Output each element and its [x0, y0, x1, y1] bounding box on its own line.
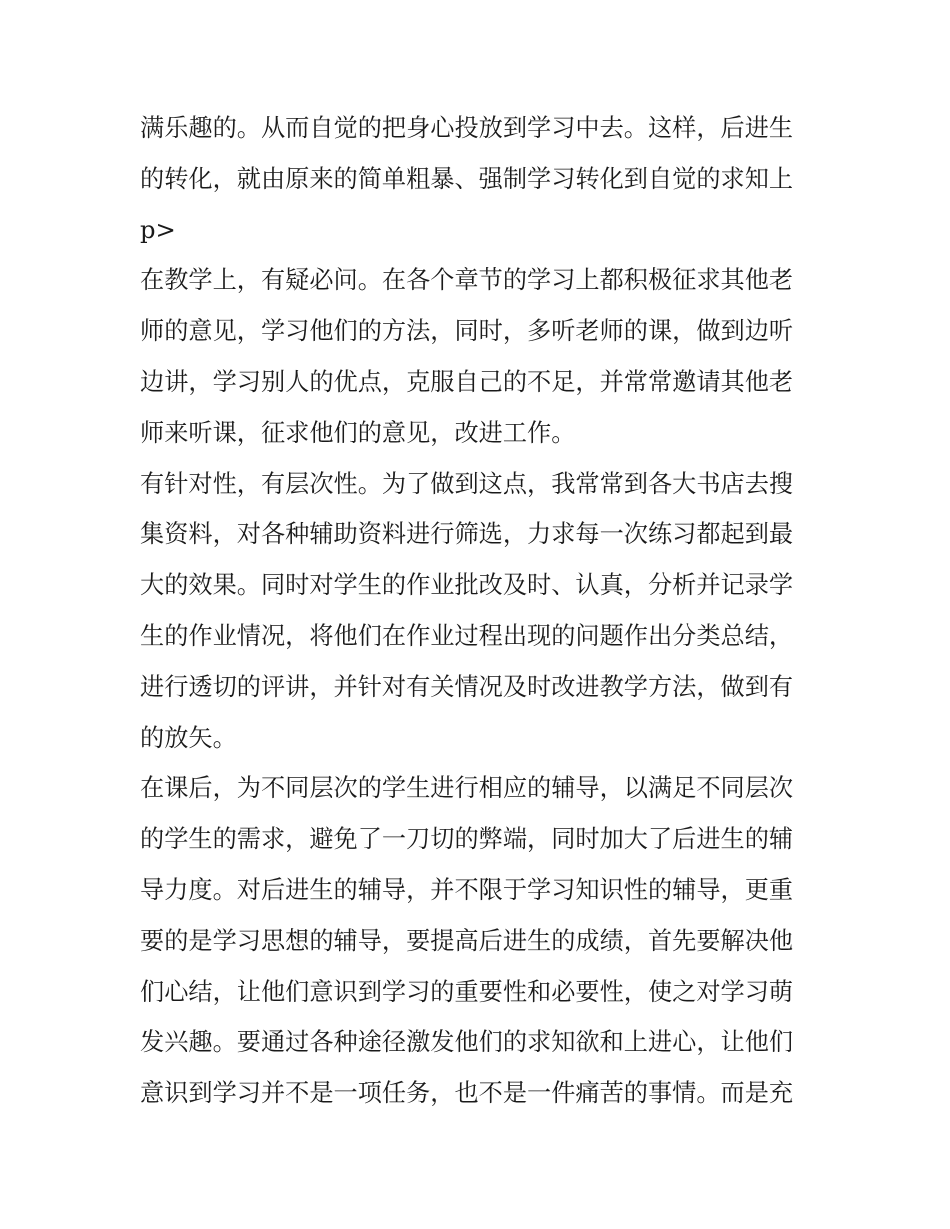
text-line-20: 意识到学习并不是一项任务，也不是一件痛苦的事情。而是充 [140, 1079, 794, 1108]
text-line-5: 师的意见，学习他们的方法，同时，多听老师的课，做到边听 [140, 317, 794, 346]
text-line-10: 大的效果。同时对学生的作业批改及时、认真，分析并记录学 [140, 571, 794, 600]
text-line-18: 们心结，让他们意识到学习的重要性和必要性，使之对学习萌 [140, 977, 794, 1006]
text-line-14: 在课后，为不同层次的学生进行相应的辅导，以满足不同层次 [140, 774, 794, 803]
text-line-2: 的转化，就由原来的简单粗暴、强制学习转化到自觉的求知上 [140, 164, 794, 193]
text-line-7: 师来听课，征求他们的意见，改进工作。 [140, 418, 576, 447]
text-line-15: 的学生的需求，避免了一刀切的弊端，同时加大了后进生的辅 [140, 825, 794, 854]
text-line-3: p> [140, 215, 176, 244]
text-line-11: 生的作业情况，将他们在作业过程出现的问题作出分类总结， [140, 621, 794, 650]
text-line-13: 的放矢。 [140, 723, 237, 752]
text-line-6: 边讲，学习别人的优点，克服自己的不足，并常常邀请其他老 [140, 367, 794, 396]
text-line-17: 要的是学习思想的辅导，要提高后进生的成绩，首先要解决他 [140, 926, 794, 955]
text-line-9: 集资料，对各种辅助资料进行筛选，力求每一次练习都起到最 [140, 520, 794, 549]
text-line-8: 有针对性，有层次性。为了做到这点，我常常到各大书店去搜 [140, 469, 794, 498]
text-line-12: 进行透切的评讲，并针对有关情况及时改进教学方法，做到有 [140, 672, 794, 701]
text-line-19: 发兴趣。要通过各种途径激发他们的求知欲和上进心，让他们 [140, 1028, 794, 1057]
document-body [140, 103, 820, 1119]
text-line-16: 导力度。对后进生的辅导，并不限于学习知识性的辅导，更重 [140, 875, 794, 904]
text-line-4: 在教学上，有疑必问。在各个章节的学习上都积极征求其他老 [140, 266, 794, 295]
text-line-1: 满乐趣的。从而自觉的把身心投放到学习中去。这样，后进生 [140, 114, 794, 142]
